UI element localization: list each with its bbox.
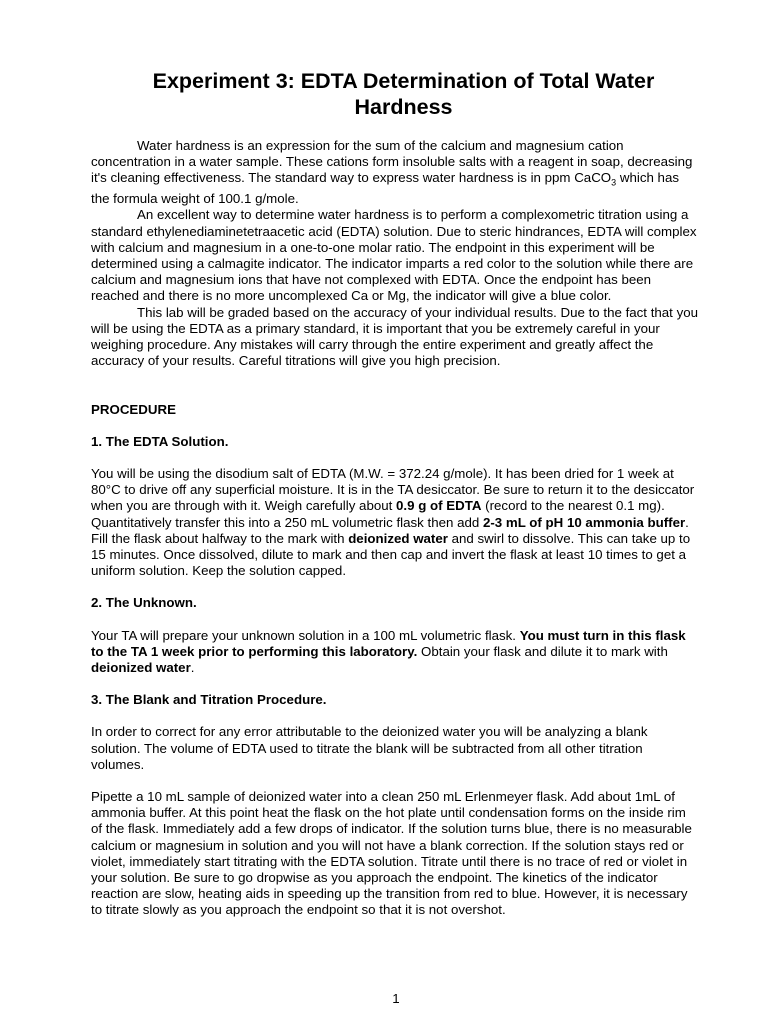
s2-text-3: . xyxy=(190,659,195,675)
s2-text-2: Obtain your flask and dilute it to mark with xyxy=(417,643,668,659)
procedure-heading: PROCEDURE xyxy=(91,401,176,417)
section-2-number: 2 xyxy=(91,595,99,611)
section-1-heading xyxy=(91,434,698,450)
section-1-body xyxy=(91,466,698,579)
s2-text-1: Your TA will prepare your unknown solution in a 100 mL volumetric flask. xyxy=(91,627,520,643)
s1-bold-1: 0.9 g of EDTA xyxy=(396,498,482,514)
intro-p1-text-end: which has the formula weight of 100.1 g/mole. xyxy=(91,170,679,207)
section-1-title: . The EDTA Solution. xyxy=(98,433,229,449)
s2-bold-2: deionized water xyxy=(91,659,191,675)
intro-paragraph-3: This lab will be graded based on the accuracy of your individual results. Due to the fact that you will be using the EDTA as a primary standard, it is important that you be extremely careful in your weighing procedure. Any mistakes will carry through the entire experiment and greatly affect the accuracy of your results. Careful titrations will give you high precision. xyxy=(91,304,699,369)
section-1-number: 1 xyxy=(91,433,99,449)
section-2-heading xyxy=(91,595,698,611)
document-title: Experiment 3: EDTA Determination of Total Water Hardness xyxy=(152,69,655,119)
s1-text-3: . Fill the flask about halfway to the mark with xyxy=(91,514,689,546)
s1-text-2: (record to the nearest 0.1 mg). Quantitatively transfer this into a 250 mL volumetric flask then add xyxy=(91,498,665,530)
caco3-subscript: 3 xyxy=(611,178,617,189)
section-2-title: . The Unknown. xyxy=(98,595,197,611)
s2-bold-1: You must turn in this flask to the TA 1 week prior to performing this laboratory. xyxy=(91,627,686,659)
s1-text-1: You will be using the disodium salt of EDTA (M.W. = 372.24 g/mole). It has been dried for 1 week at 80°C to drive off any superficial moisture. It is in the TA desiccator. Be sure to return it to the desiccator when you are through with it. Weigh carefully about xyxy=(91,465,695,514)
section-3-paragraph-2: Pipette a 10 mL sample of deionized water into a clean 250 mL Erlenmeyer flask. Add about 1mL of ammonia buffer. At this point heat the flask on the hot plate until condensation forms on the inside rim of the flask. Immediately add a few drops of indicator. If the solution turns blue, there is no measurable calcium or magnesium in solution and you will not have a blank correction. If the solution stays red or violet, immediately start titrating with the EDTA solution. Titrate until there is no trace of red or violet in your solution. Be sure to go dropwise as you approach the endpoint. The kinetics of the indicator reaction are slow, heating aids in speeding up the transition from red to blue. However, it is necessary to titrate slowly as you approach the endpoint so that it is not overshot. xyxy=(91,788,692,918)
section-3-heading: 3. The Blank and Titration Procedure. xyxy=(91,692,327,708)
intro-p1-text: Water hardness is an expression for the sum of the calcium and magnesium cation concentration in a water sample. These cations form insoluble salts with a reagent in soap, decreasing it's cleaning effectiveness. The standard way to express water hardness is in ppm CaCO xyxy=(91,138,693,186)
intro-paragraph-2: An excellent way to determine water hardness is to perform a complexometric titration using a standard ethylenediaminetetraacetic acid (EDTA) solution. Due to steric hindrances, EDTA will complex with calcium and magnesium in a one-to-one molar ratio. The endpoint in this experiment will be determined using a calmagite indicator. The indicator imparts a red color to the solution while there are calcium and magnesium ions that have not complexed with EDTA. Once the endpoint has been reached and there is no more uncomplexed Ca or Mg, the indicator will give a blue color. xyxy=(91,207,697,304)
s1-text-4: and swirl to dissolve. This can take up to 15 minutes. Once dissolved, dilute to mark and then cap and invert the flask at least 10 times to get a uniform solution. Keep the solution capped. xyxy=(91,530,691,579)
section-3-paragraph-1: In order to correct for any error attributable to the deionized water you will be analyzing a blank solution. The volume of EDTA used to titrate the blank will be subtracted from all other titration volumes. xyxy=(91,724,648,772)
intro-paragraph-1 xyxy=(91,138,698,207)
s1-bold-3: deionized water xyxy=(348,530,448,546)
s1-bold-2: 2-3 mL of pH 10 ammonia buffer xyxy=(482,514,686,530)
page-number: 1 xyxy=(392,991,400,1006)
section-2-body xyxy=(91,628,698,677)
